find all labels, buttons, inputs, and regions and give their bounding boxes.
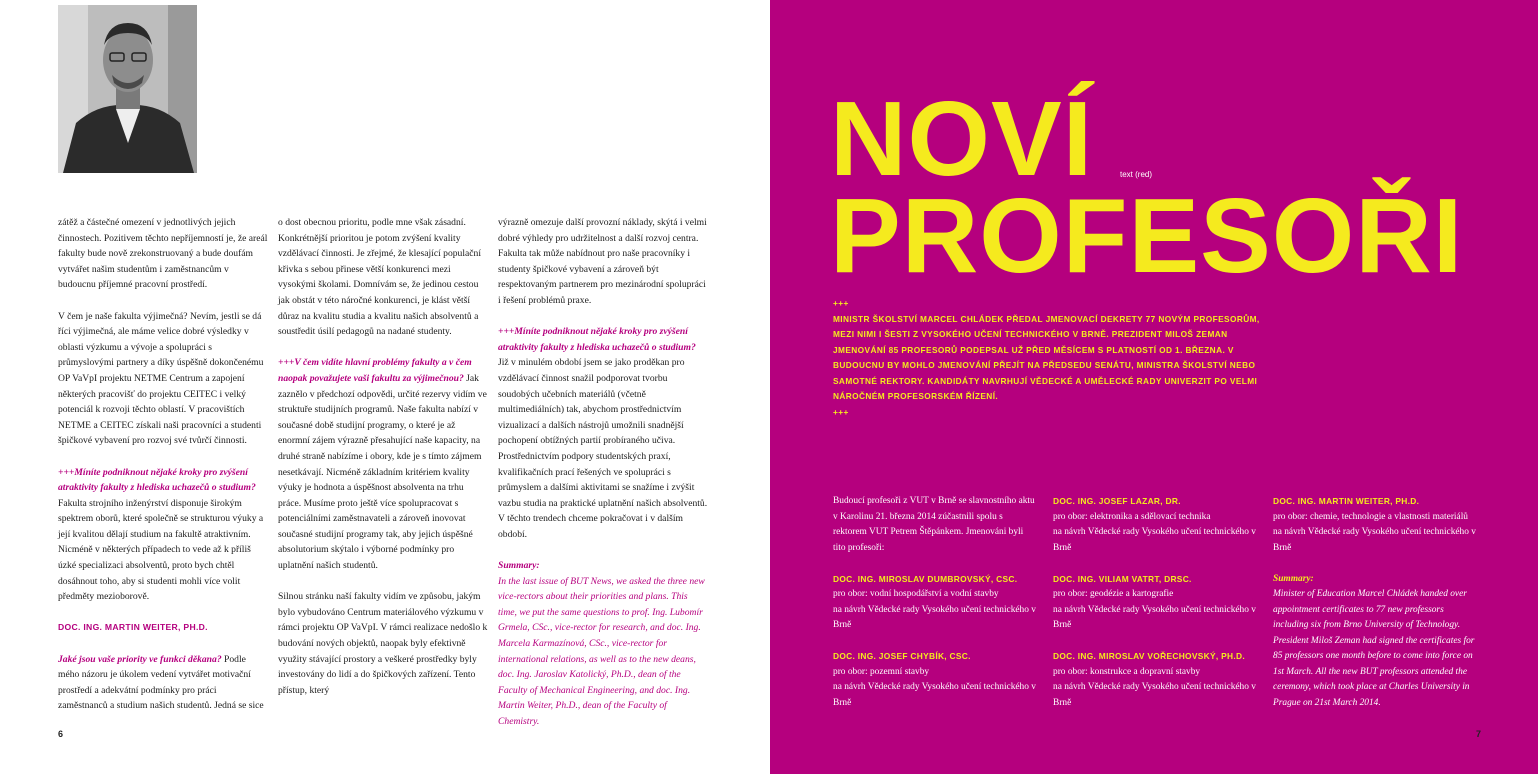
professor-field: pro obor: vodní hospodářství a vodní stavby	[833, 589, 999, 599]
professor-field: pro obor: elektronika a sdělovací technika	[1053, 511, 1211, 522]
professor-field: pro obor: pozemní stavby	[833, 666, 930, 677]
professor-name: DOC. ING. VILIAM VATRT, DRSC.	[1053, 573, 1192, 584]
summary-heading: Summary:	[498, 560, 540, 572]
answer: Jak zaznělo v předchozí odpovědi, určité rezervy vidím ve struktuře studijních programů. Naše fakulta nabízí v současné době studijní programy, o které je až enormní zájem výrazně přesahující naše kapacity, na druhé straně nabízíme i obory, kde je s tímto zájmem nesetkávají. Nicméně základním kritériem kvality výuky je hodnota a úspěšnost absolventa na trhu práce. Musíme proto ještě více spolupracovat s potenciálními zaměstnavateli a zároveň inovovat současné studijní programy tak, aby jejich úspěšné absolutorium skýtalo i výborné podmínky pro uplatnění našich studentů.	[278, 372, 487, 572]
professor-name: DOC. ING. JOSEF CHYBÍK, CSC.	[833, 651, 971, 661]
professor-board: na návrh Vědecké rady Vysokého učení technického v Brně	[833, 682, 1036, 708]
question: +++V čem vidíte hlavní problémy fakulty a v čem naopak považujete vaši fakultu za výjimečnou?	[278, 357, 472, 384]
lead-text: MINISTR ŠKOLSTVÍ MARCEL CHLÁDEK PŘEDAL JMENOVACÍ DEKRETY 77 NOVÝM PROFESORŮM, MEZI NIMI I ŠESTI Z VYSOKÉHO UČENÍ TECHNICKÉHO V BRNĚ. PREZIDENT MILOŠ ZEMAN JMENOVÁNÍ 85 PROFESORŮ PODEPSAL UŽ PŘED MĚSÍCEM S PLATNOSTÍ OD 1. BŘEZNA. V BUDOUCNU BY MOHLO JMENOVÁNÍ PŘEJÍT NA PŘEDSEDU SENÁTU, MINISTRA ŠKOLSTVÍ NEBO SAMOTNÉ REKTORY. KANDIDÁTY NAVRHUJÍ VĚDECKÉ A UMĚLECKÉ RADY UNIVERZIT PO VELMI NÁROČNÉM PROFESORSKÉM ŘÍZENÍ.	[833, 313, 1260, 401]
paragraph: zátěž a částečné omezení v jednotlivých jejich činnostech. Pozitivem těchto nepříjemností je, že areál fakulty bude nově zrekonstruovaný a bude doufám vytvářet našim studentům i zaměstnancům v budoucnu příjemné pracovní prostředí.	[58, 217, 268, 291]
paragraph	[58, 465, 268, 605]
answer: Již v minulém období jsem se jako proděkan pro vzdělávací činnost snažil podporovat tvorbu soudobých učebních materiálů (včetně multimediálních) tak, abychom prostřednictvím vizualizací a dalších nástrojů umožnili snadnější pochopení obtížných partií probíraného učiva. Prostřednictvím podpory studentských praxí, kvalifikačních prací řešených ve spolupráci s průmyslem a dalšími aktivitami se snažíme i zvýšit vazbu studia na praktické uplatnění našich absolventů. V těchto trendech chceme pokračovat i v dalším období.	[498, 357, 708, 540]
page-number-left: 6	[58, 729, 64, 739]
professor-board: na návrh Vědecké rady Vysokého učení technického v Brně	[833, 604, 1036, 630]
signature: DOC. ING. MARTIN WEITER, PH.D.	[58, 622, 208, 633]
professor-entry	[1053, 494, 1258, 556]
summary-block	[498, 558, 708, 730]
professor-name: DOC. ING. MIROSLAV DUMBROVSKÝ, CSC.	[833, 573, 1018, 584]
title-line-2: PROFESOŘI	[830, 177, 1464, 295]
professor-entry	[1053, 572, 1258, 634]
column-2	[278, 215, 488, 714]
summary-text: Minister of Education Marcel Chládek handed over appointment certificates to 77 new professors including six from Brno University of Technology. President Miloš Zeman had signed the certificates for 85 professors one month before to come into force on 1st March. All the new BUT professors attended the ceremony, which took place at Charles University in Prague on 21st March 2014.	[1273, 589, 1475, 708]
page-number-right: 7	[1476, 729, 1482, 739]
portrait-photo	[58, 5, 197, 173]
professor-entry	[1273, 494, 1478, 556]
professor-board: na návrh Vědecké rady Vysokého učení technického v Brně	[1273, 527, 1476, 553]
answer: Fakulta strojního inženýrství disponuje širokým spektrem oborů, které společně se strukturou výuky a její kvalitou dělají studium na fakultě atraktivním. Nicméně v některých případech to vede až k příliš úzké specializaci absolventů, proto bych chtěl dosáhnout toho, aby si studenti mohli více volit předměty mezioborově.	[58, 497, 264, 603]
paragraph	[58, 652, 268, 714]
paragraph: V čem je naše fakulta výjimečná? Nevím, jestli se dá říci výjimečná, ale máme velice dobré výsledky v oblasti výzkumu a vývoje a spolupráci s průmyslovými partnery a díky úspěšně dokončenému OP VaVpI projektu NETME Centrum a zapojení některých pracovišť do projektu CEITEC i velký potenciál k rozvoji těchto oblastí. V pracovištích NETME a CEITEC získali naši pracovníci a studenti špičkové vybavení pro rozvoj své tvůrčí činnosti.	[58, 310, 264, 447]
title-note: text (red)	[1120, 170, 1153, 179]
professor-name: DOC. ING. MARTIN WEITER, PH.D.	[1273, 496, 1420, 506]
intro-text: Budoucí profesoři z VUT v Brně se slavnostního aktu v Karolinu 21. března 2014 zúčastnili spolu s rektorem VUT Petrem Štěpánkem. Jmenováni byli tito profesoři:	[833, 496, 1035, 553]
paragraph	[278, 355, 488, 573]
paragraph: Silnou stránku naší fakulty vidím ve způsobu, jakým bylo vybudováno Centrum materiálového výzkumu v rámci projektu OP VaVpI. V rámci realizace nedošlo k budování nových objektů, naopak byly efektivně využity stávající prostory a veškeré prostředky byly investovány do lidí a do špičkových zařízení. Tento přístup, který	[278, 591, 488, 696]
summary-text: In the last issue of BUT News, we asked the three new vice-rectors about their priorities and plans. This time, we put the same questions to prof. Ing. Lubomír Grmela, CSc., vice-rector for research, and doc. Ing. Marcela Karmazínová, CSc., vice-rector for international relations, as well as to the new deans, doc. Ing. Jaroslav Katolický, Ph.D., dean of the Faculty of Mechanical Engineering, and doc. Ing. Martin Weiter, Ph.D., dean of the Faculty of Chemistry.	[498, 575, 705, 727]
title-line-1: NOVÍ	[830, 80, 1094, 198]
lead-marker-top: +++	[833, 298, 849, 308]
question: +++Míníte podniknout nějaké kroky pro zvýšení atraktivity fakulty z hlediska uchazečů o studium?	[498, 326, 696, 353]
summary-heading: Summary:	[1273, 573, 1314, 584]
paragraph: o dost obecnou prioritu, podle mne však zásadní. Konkrétnější prioritou je potom zvýšení kvality vzdělávací činnosti. Je zřejmé, že klesající populační křivka s sebou přinese větší konkurenci mezi vysokými školami. Domnívám se, že jedinou cestou jak obstát v této náročné konkurenci, je klást větší důraz na kvalitu studia a kvalitu našich absolventů a soustředit úsilí pedagogů na nadané studenty.	[278, 217, 481, 338]
portrait-image	[58, 5, 197, 173]
professor-field: pro obor: geodézie a kartografie	[1053, 589, 1174, 599]
right-column-1	[833, 494, 1038, 727]
professor-entry	[1053, 649, 1258, 711]
professor-entry	[833, 649, 1038, 711]
lead-marker-bottom: +++	[833, 406, 849, 417]
professor-board: na návrh Vědecké rady Vysokého učení technického v Brně	[1053, 604, 1256, 630]
paragraph: výrazně omezuje další provozní náklady, skýtá i velmi dobré výhledy pro udržitelnost a další rozvoj centra. Fakulta tak může nabídnout pro naše pracovníky i studenty špičkové vybavení a zároveň být respektovaným partnerem pro mezinárodní spolupráci i řešení problémů praxe.	[498, 217, 707, 306]
question: Jaké jsou vaše priority ve funkci děkana?	[58, 653, 222, 665]
professor-name: DOC. ING. JOSEF LAZAR, DR.	[1053, 496, 1181, 506]
professor-field: pro obor: konstrukce a dopravní stavby	[1053, 666, 1201, 677]
question: +++Míníte podniknout nějaké kroky pro zvýšení atraktivity fakulty z hlediska uchazečů o studium?	[58, 466, 256, 494]
professor-entry	[833, 572, 1038, 634]
column-3	[498, 215, 708, 730]
professor-board: na návrh Vědecké rady Vysokého učení technického v Brně	[1053, 527, 1256, 553]
paragraph	[498, 324, 708, 542]
summary-block	[1273, 572, 1478, 712]
right-column-2	[1053, 494, 1258, 727]
professor-name: DOC. ING. MIROSLAV VOŘECHOVSKÝ, PH.D.	[1053, 651, 1245, 661]
answer: Podle mého názoru je úkolem vedení vytvářet motivační prostředí a adekvátní podmínky pro práci zaměstnanců a studium našich studentů. Jedná se sice	[58, 653, 264, 712]
column-1	[58, 215, 268, 730]
lead-paragraph	[833, 296, 1273, 420]
right-column-3	[1273, 494, 1478, 711]
professor-field: pro obor: chemie, technologie a vlastnosti materiálů	[1273, 511, 1468, 522]
professor-board: na návrh Vědecké rady Vysokého učení technického v Brně	[1053, 682, 1256, 708]
